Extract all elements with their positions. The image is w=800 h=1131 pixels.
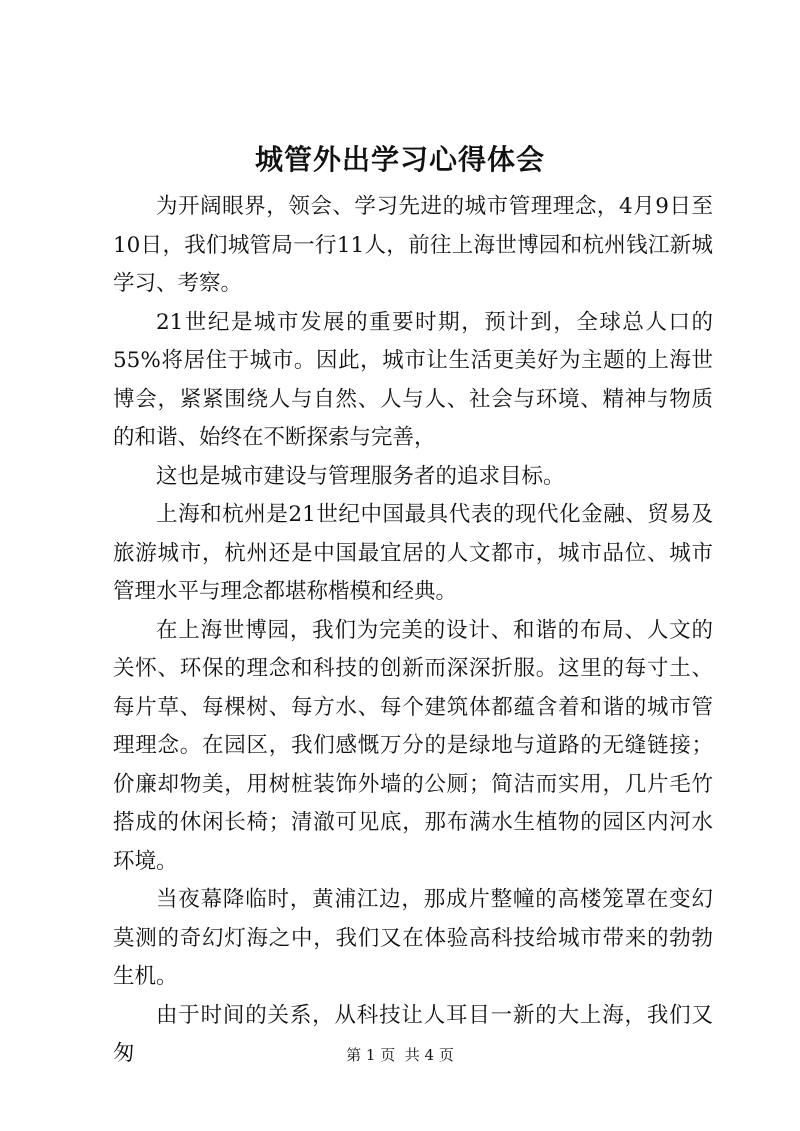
page-number: 第 1 页 共 4 页 bbox=[346, 1046, 454, 1064]
paragraph: 这也是城市建设与管理服务者的追求目标。 bbox=[156, 463, 565, 489]
paragraph: 在上海世博园，我们为完美的设计、和谐的布局、人文的关怀、环保的理念和科技的创新而深深折服。这里的每寸土、每片草、每棵树、每方水、每个建筑体都蕴含着和谐的城市管理理念。在园区，我们感慨万分的是绿地与道路的无缝链接；价廉却物美，用树桩装饰外墙的公厕；简洁而实用，几片毛竹搭成的休闲长椅；清澈可见底，那布满水生植物的园区内河水环境。 bbox=[113, 617, 713, 874]
document-body bbox=[113, 188, 713, 1074]
paragraph: 为开阔眼界，领会、学习先进的城市管理理念，4月9日至10日，我们城管局一行11人，前往上海世博园和杭州钱江新城学习、考察。 bbox=[113, 194, 713, 296]
paragraph: 由于时间的关系，从科技让人耳目一新的大上海，我们又匆 bbox=[113, 1002, 713, 1066]
page-footer bbox=[0, 1045, 800, 1065]
paragraph: 21世纪是城市发展的重要时期，预计到，全球总人口的55%将居住于城市。因此，城市让生活更美好为主题的上海世博会，紧紧围绕人与自然、人与人、社会与环境、精神与物质的和谐、始终在不断探索与完善， bbox=[113, 309, 713, 450]
paragraph: 上海和杭州是21世纪中国最具代表的现代化金融、贸易及旅游城市，杭州还是中国最宜居的人文都市，城市品位、城市管理水平与理念都堪称楷模和经典。 bbox=[113, 502, 713, 604]
document-title: 城管外出学习心得体会 bbox=[254, 143, 545, 176]
paragraph: 当夜幕降临时，黄浦江边，那成片整幢的高楼笼罩在变幻莫测的奇幻灯海之中，我们又在体验高科技给城市带来的勃勃生机。 bbox=[113, 887, 713, 989]
